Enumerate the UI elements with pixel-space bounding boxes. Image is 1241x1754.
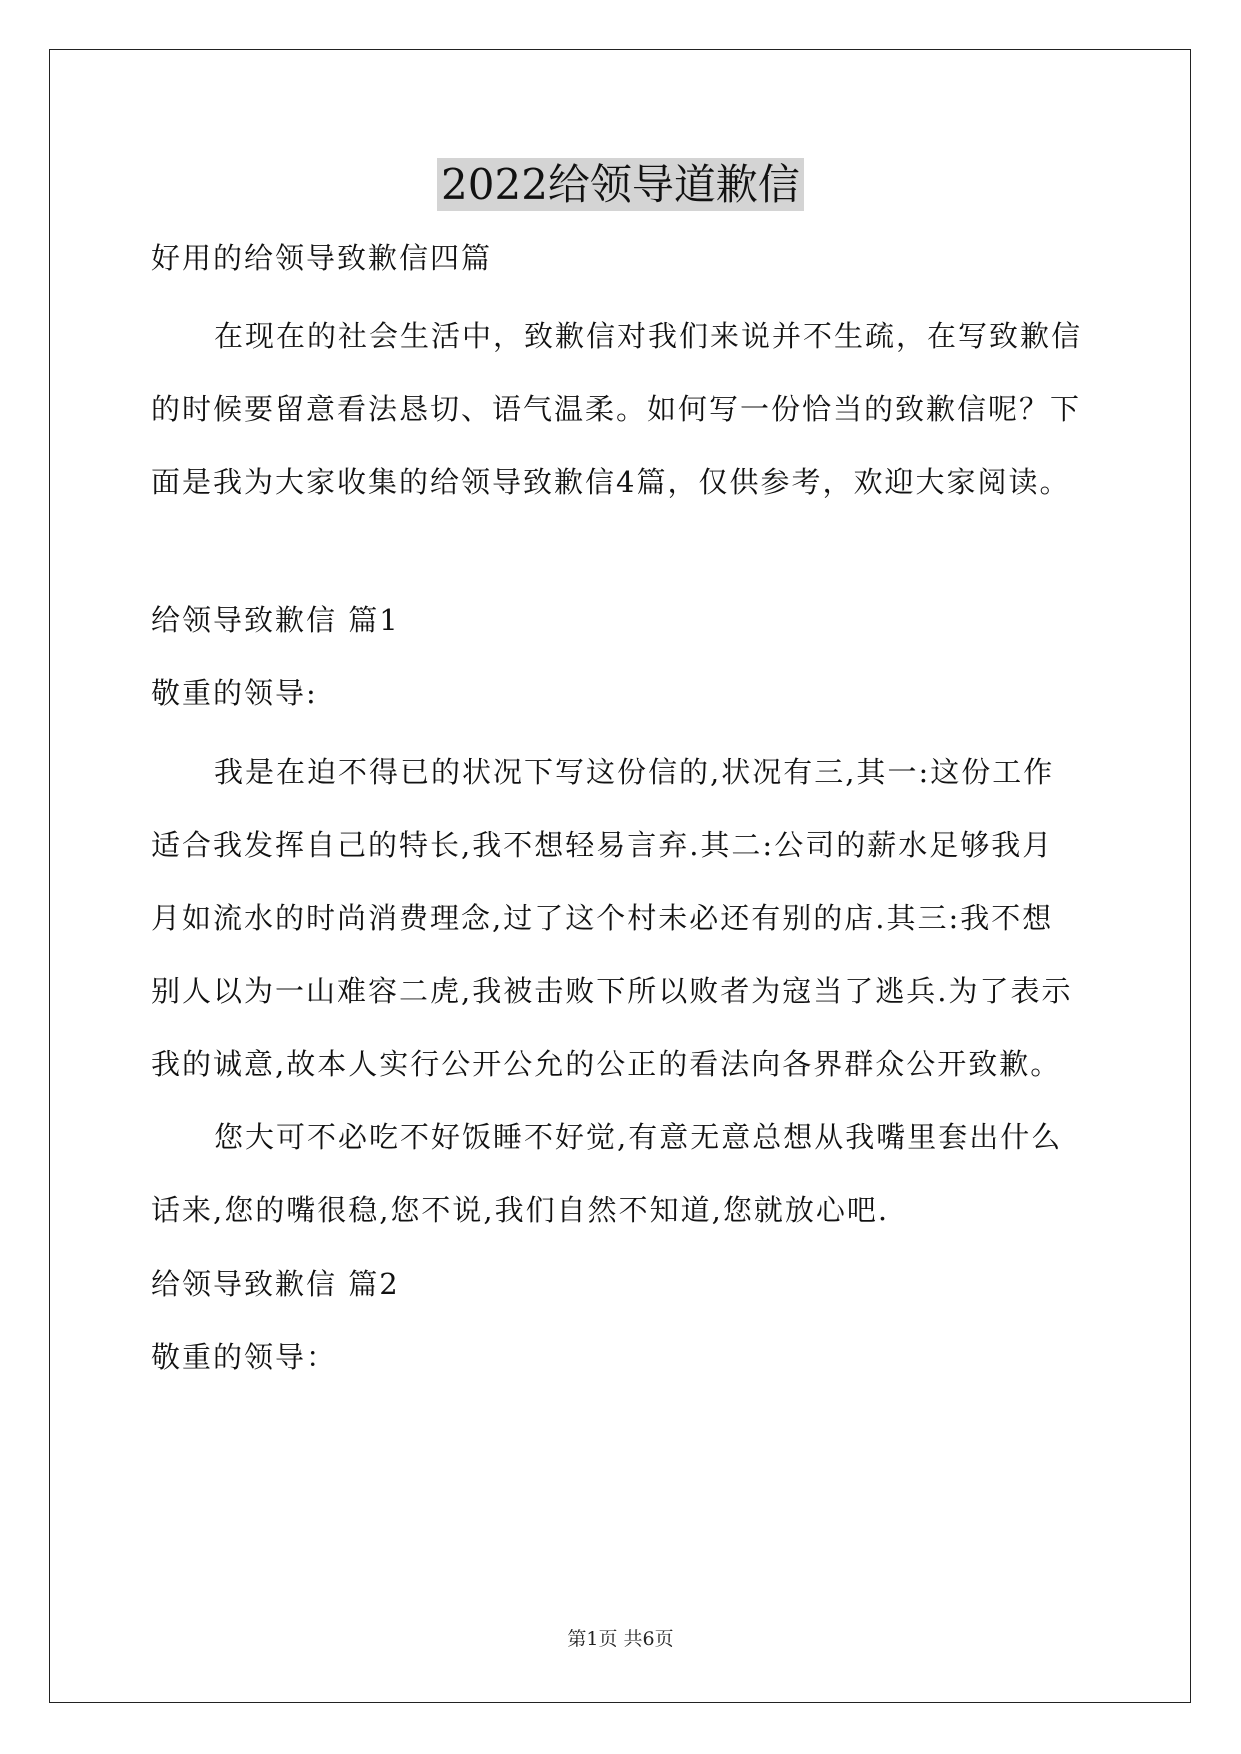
- body-line: 您大可不必吃不好饭睡不好觉,有意无意总想从我嘴里套出什么: [214, 1120, 1063, 1154]
- body-line: 月如流水的时尚消费理念,过了这个村未必还有别的店.其三:我不想: [151, 901, 1054, 935]
- document-title: 2022给领导道歉信: [0, 155, 1241, 215]
- body-line: 我是在迫不得已的状况下写这份信的,状况有三,其一:这份工作: [214, 755, 1055, 789]
- document-subtitle: 好用的给领导致歉信四篇: [151, 241, 493, 275]
- salutation: 敬重的领导：: [151, 1340, 338, 1374]
- intro-line: 的时候要留意看法恳切、语气温柔。如何写一份恰当的致歉信呢？下: [151, 392, 1082, 426]
- body-line: 话来,您的嘴很稳,您不说,我们自然不知道,您就放心吧.: [151, 1193, 890, 1227]
- section-heading: 给领导致歉信 篇2: [151, 1267, 400, 1301]
- body-line: 适合我发挥自己的特长,我不想轻易言弃.其二:公司的薪水足够我月: [151, 828, 1054, 862]
- section-heading: 给领导致歉信 篇1: [151, 603, 400, 637]
- page-border: [49, 49, 1191, 1703]
- intro-line: 面是我为大家收集的给领导致歉信4篇，仅供参考，欢迎大家阅读。: [151, 465, 1071, 499]
- body-line: 我的诚意,故本人实行公开公允的公正的看法向各界群众公开致歉。: [151, 1047, 1062, 1081]
- body-line: 别人以为一山难容二虎,我被击败下所以败者为寇当了逃兵.为了表示: [151, 974, 1073, 1008]
- intro-line: 在现在的社会生活中，致歉信对我们来说并不生疏，在写致歉信: [214, 319, 1083, 353]
- page-number-footer: 第1页 共6页: [567, 1628, 674, 1650]
- salutation: 敬重的领导:: [151, 676, 318, 710]
